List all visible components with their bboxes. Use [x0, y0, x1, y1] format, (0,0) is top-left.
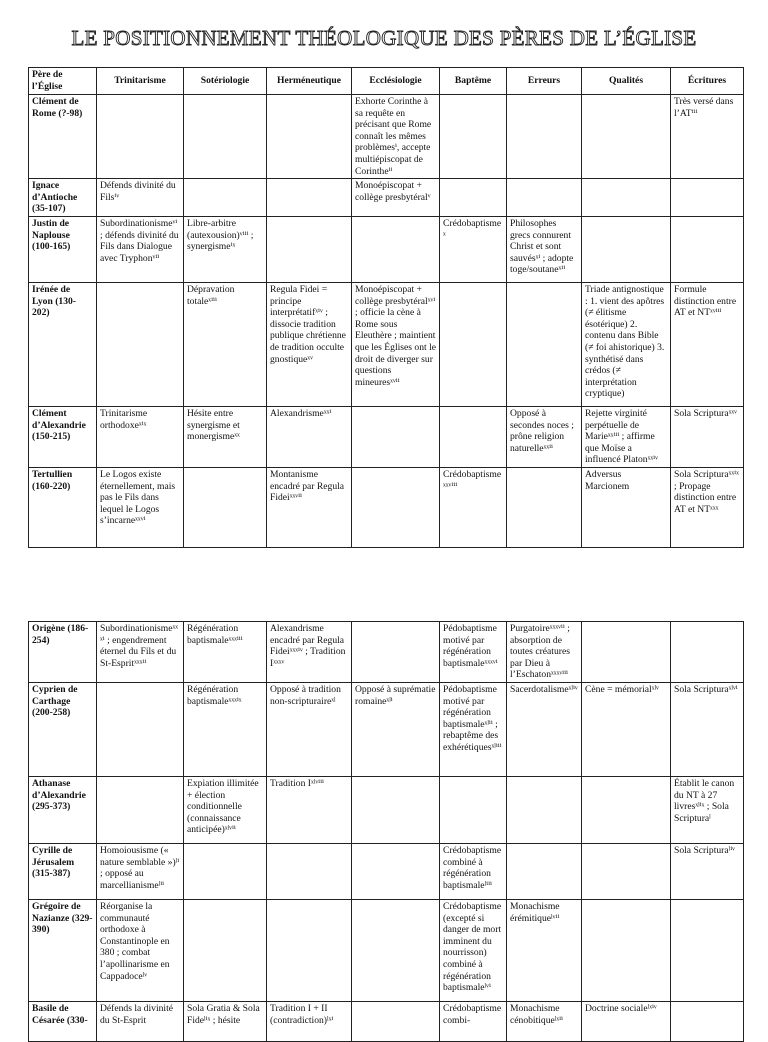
table-cell — [97, 282, 184, 406]
father-name-cell: Tertullien (160-220) — [29, 467, 97, 547]
table-cell: Crédobaptismeˣˣᵛⁱⁱⁱ — [440, 467, 507, 547]
table-cell: Philosophes grecs connurent Christ et sont sauvésˣⁱ ; adopte toge/soutaneˣⁱⁱ — [507, 216, 582, 282]
table-cell: Cène = mémorialˣˡᵛ — [582, 682, 671, 776]
table-cell: Monoépiscopat + collège presbytéralˣᵛⁱ ; officie la cène à Rome sous Eleuthère ; maintient que les Églises ont le droit de diverger sur questions mineuresˣᵛⁱⁱ — [352, 282, 440, 406]
table-cell: Monachisme cénobitiqueˡˣⁱⁱ — [507, 1001, 582, 1041]
table-cell — [582, 899, 671, 1001]
table-cell — [267, 843, 352, 899]
table-row — [29, 843, 744, 899]
header-row — [29, 68, 744, 95]
table-cell: Hésite entre synergisme et monergismeˣˣ — [184, 406, 267, 467]
table-cell — [352, 467, 440, 547]
table-cell — [267, 216, 352, 282]
table-cell: Sola Gratia & Sola Fideˡⁱˣ ; hésite — [184, 1001, 267, 1041]
table-row — [29, 776, 744, 843]
table-cell: Dépravation totaleˣⁱⁱⁱ — [184, 282, 267, 406]
table-cell: Régénération baptismaleˣˣˣⁱⁱⁱ — [184, 622, 267, 683]
table-cell: Triade antignostique : 1. vient des apôtres (≠ élitisme ésotérique) 2. contenu dans Bible (≠ foi ahistorique) 3. synthétisé dans crédos (≠ interprétation cryptique) — [582, 282, 671, 406]
table-cell — [267, 179, 352, 217]
table-cell — [440, 406, 507, 467]
table-cell — [582, 179, 671, 217]
table-cell — [184, 179, 267, 217]
table-cell — [582, 622, 671, 683]
column-header: Trinitarisme — [97, 68, 184, 95]
table-cell — [97, 682, 184, 776]
father-name-cell: Irénée de Lyon (130-202) — [29, 282, 97, 406]
table-cell — [671, 622, 744, 683]
page-title: LE POSITIONNEMENT THÉOLOGIQUE DES PÈRES DE L’ÉGLISE — [71, 26, 697, 50]
column-header: Baptême — [440, 68, 507, 95]
table-cell: Sola Scripturaˡⁱᵛ — [671, 843, 744, 899]
father-name-cell: Grégoire de Nazianze (329-390) — [29, 899, 97, 1001]
table-cell — [440, 95, 507, 179]
father-name-cell: Origène (186-254) — [29, 622, 97, 683]
table-cell: Crédobaptisme (excepté si danger de mort imminent du nourrisson) combiné à régénération baptismaleˡᵛⁱ — [440, 899, 507, 1001]
table-cell: Établit le canon du NT à 27 livresˣˡⁱˣ ; Sola Scripturaˡ — [671, 776, 744, 843]
table-cell — [184, 467, 267, 547]
table-cell — [671, 179, 744, 217]
table-cell: Doctrine socialeˡˣⁱᵛ — [582, 1001, 671, 1041]
table-cell — [184, 95, 267, 179]
column-header: Père de l’Église — [29, 68, 97, 95]
table-cell — [352, 1001, 440, 1041]
column-header: Écritures — [671, 68, 744, 95]
table-row — [29, 406, 744, 467]
table-cell: Trinitarisme orthodoxeˣⁱˣ — [97, 406, 184, 467]
table-row — [29, 216, 744, 282]
father-name-cell: Clément de Rome (?-98) — [29, 95, 97, 179]
table-row — [29, 179, 744, 217]
table-cell: Crédobaptisme combi- — [440, 1001, 507, 1041]
table-cell — [440, 282, 507, 406]
table-cell — [440, 776, 507, 843]
column-header: Herméneutique — [267, 68, 352, 95]
table-cell: Sola Scripturaˣˡᵛⁱ — [671, 682, 744, 776]
table-cell: Défends divinité du Filsⁱᵛ — [97, 179, 184, 217]
table-cell — [352, 899, 440, 1001]
father-name-cell: Basile de Césarée (330- — [29, 1001, 97, 1041]
father-name-cell: Cyprien de Carthage (200-258) — [29, 682, 97, 776]
table-cell — [97, 776, 184, 843]
table-cell: Crédobaptismeˣ — [440, 216, 507, 282]
fathers-table-2 — [28, 621, 744, 1042]
column-header: Ecclésiologie — [352, 68, 440, 95]
table-cell: Exhorte Corinthe à sa requête en précisant que Rome connaît les mêmes problèmesⁱ, accepte multiépiscopat de Corintheⁱⁱ — [352, 95, 440, 179]
table-cell: Tradition I + II (contradiction)ˡˣⁱ — [267, 1001, 352, 1041]
table-row — [29, 467, 744, 547]
column-header: Qualités — [582, 68, 671, 95]
table-cell: Alexandrismeˣˣⁱ — [267, 406, 352, 467]
table-cell — [352, 406, 440, 467]
table-cell: Le Logos existe éternellement, mais pas le Fils dans lequel le Logos s’incarneˣˣᵛⁱ — [97, 467, 184, 547]
table-cell — [184, 899, 267, 1001]
table-cell — [352, 216, 440, 282]
table-cell — [97, 95, 184, 179]
table-cell: Monoépiscopat + collège presbytéralᵛ — [352, 179, 440, 217]
table-cell: Très versé dans l’ATⁱⁱⁱ — [671, 95, 744, 179]
table-row — [29, 622, 744, 683]
table-cell: Sacerdotalismeˣˡⁱᵛ — [507, 682, 582, 776]
column-header: Sotériologie — [184, 68, 267, 95]
table-cell: Pédobaptisme motivé par régénération baptismaleˣˡⁱⁱ ; rebaptême des exhérétiquesˣˡⁱⁱⁱ — [440, 682, 507, 776]
table-cell — [507, 467, 582, 547]
table-cell: Monachisme érémitiqueˡᵛⁱⁱ — [507, 899, 582, 1001]
table-cell — [507, 843, 582, 899]
table-cell — [440, 179, 507, 217]
father-name-cell: Cyrille de Jérusalem (315-387) — [29, 843, 97, 899]
table-row — [29, 682, 744, 776]
fathers-table-1 — [28, 67, 744, 548]
table-cell — [267, 899, 352, 1001]
table-cell: Expiation illimitée + élection conditionnelle (connaissance anticipée)ˣˡᵛⁱⁱ — [184, 776, 267, 843]
table-cell: Homoiousisme (« nature semblable »)ˡⁱ ; opposé au marcellianismeˡⁱⁱ — [97, 843, 184, 899]
table-row — [29, 282, 744, 406]
table-cell — [184, 843, 267, 899]
table-cell: Subordinationismeˣˣˣⁱ ; engendrement éternel du Fils et du St-Espritˣˣˣⁱⁱ — [97, 622, 184, 683]
table-cell — [507, 776, 582, 843]
table-cell — [671, 1001, 744, 1041]
father-name-cell: Clément d’Alexandrie (150-215) — [29, 406, 97, 467]
table-cell: Rejette virginité perpétuelle de Marieˣˣⁱⁱⁱ ; affirme que Moïse a influencé Platonˣˣⁱᵛ — [582, 406, 671, 467]
table-cell: Défends la divinité du St-Esprit — [97, 1001, 184, 1041]
table-cell: Opposé à suprématie romaineˣˡⁱ — [352, 682, 440, 776]
table-cell: Montanisme encadré par Regula Fideiˣˣᵛⁱⁱ — [267, 467, 352, 547]
column-header: Erreurs — [507, 68, 582, 95]
table-cell: Crédobaptisme combiné à régénération baptismaleˡⁱⁱⁱ — [440, 843, 507, 899]
table-cell: Opposé à tradition non-scripturaireˣˡ — [267, 682, 352, 776]
table-cell: Subordinationismeᵛⁱ ; défends divinité du Fils dans Dialogue avec Tryphonᵛⁱⁱ — [97, 216, 184, 282]
table-cell — [352, 843, 440, 899]
table-cell: Tradition Iˣˡᵛⁱⁱⁱ — [267, 776, 352, 843]
father-name-cell: Justin de Naplouse (100-165) — [29, 216, 97, 282]
table-cell: Opposé à secondes noces ; prône religion naturelleˣˣⁱⁱ — [507, 406, 582, 467]
table-cell: Libre-arbitre (autexousion)ᵛⁱⁱⁱ ; synergismeⁱˣ — [184, 216, 267, 282]
table-cell — [507, 95, 582, 179]
table-cell: Sola Scripturaˣˣᵛ — [671, 406, 744, 467]
table-cell: Pédobaptisme motivé par régénération baptismaleˣˣˣᵛⁱ — [440, 622, 507, 683]
table-cell: Sola Scripturaˣˣⁱˣ ; Propage distinction entre AT et NTˣˣˣ — [671, 467, 744, 547]
table-row — [29, 95, 744, 179]
table-cell: Adversus Marcionem — [582, 467, 671, 547]
table-cell — [507, 282, 582, 406]
table-cell: Regula Fidei = principe interprétatifˣⁱᵛ ; dissocie tradition publique chrétienne de tradition occulte gnostiqueˣᵛ — [267, 282, 352, 406]
father-name-cell: Athanase d’Alexandrie (295-373) — [29, 776, 97, 843]
table-row — [29, 899, 744, 1001]
table-cell — [352, 622, 440, 683]
table-cell: Alexandrisme encadré par Regula Fideiˣˣˣⁱᵛ ; Tradition Iˣˣˣᵛ — [267, 622, 352, 683]
father-name-cell: Ignace d’Antioche (35-107) — [29, 179, 97, 217]
table-cell — [267, 95, 352, 179]
table-cell — [507, 179, 582, 217]
table-cell — [582, 843, 671, 899]
table-cell: Purgatoireˣˣˣᵛⁱⁱ ; absorption de toutes créatures par Dieu à l’Eschatonˣˣˣᵛⁱⁱⁱ — [507, 622, 582, 683]
table-cell — [671, 216, 744, 282]
table-cell — [352, 776, 440, 843]
table-cell — [582, 95, 671, 179]
table-cell: Formule distinction entre AT et NTˣᵛⁱⁱⁱ — [671, 282, 744, 406]
table-cell: Réorganise la communauté orthodoxe à Constantinople en 380 ; combat l’apollinarisme en Cappadoceˡᵛ — [97, 899, 184, 1001]
table-row — [29, 1001, 744, 1041]
table-cell: Régénération baptismaleˣˣˣⁱˣ — [184, 682, 267, 776]
table-cell — [582, 216, 671, 282]
table-cell — [671, 899, 744, 1001]
table-cell — [582, 776, 671, 843]
